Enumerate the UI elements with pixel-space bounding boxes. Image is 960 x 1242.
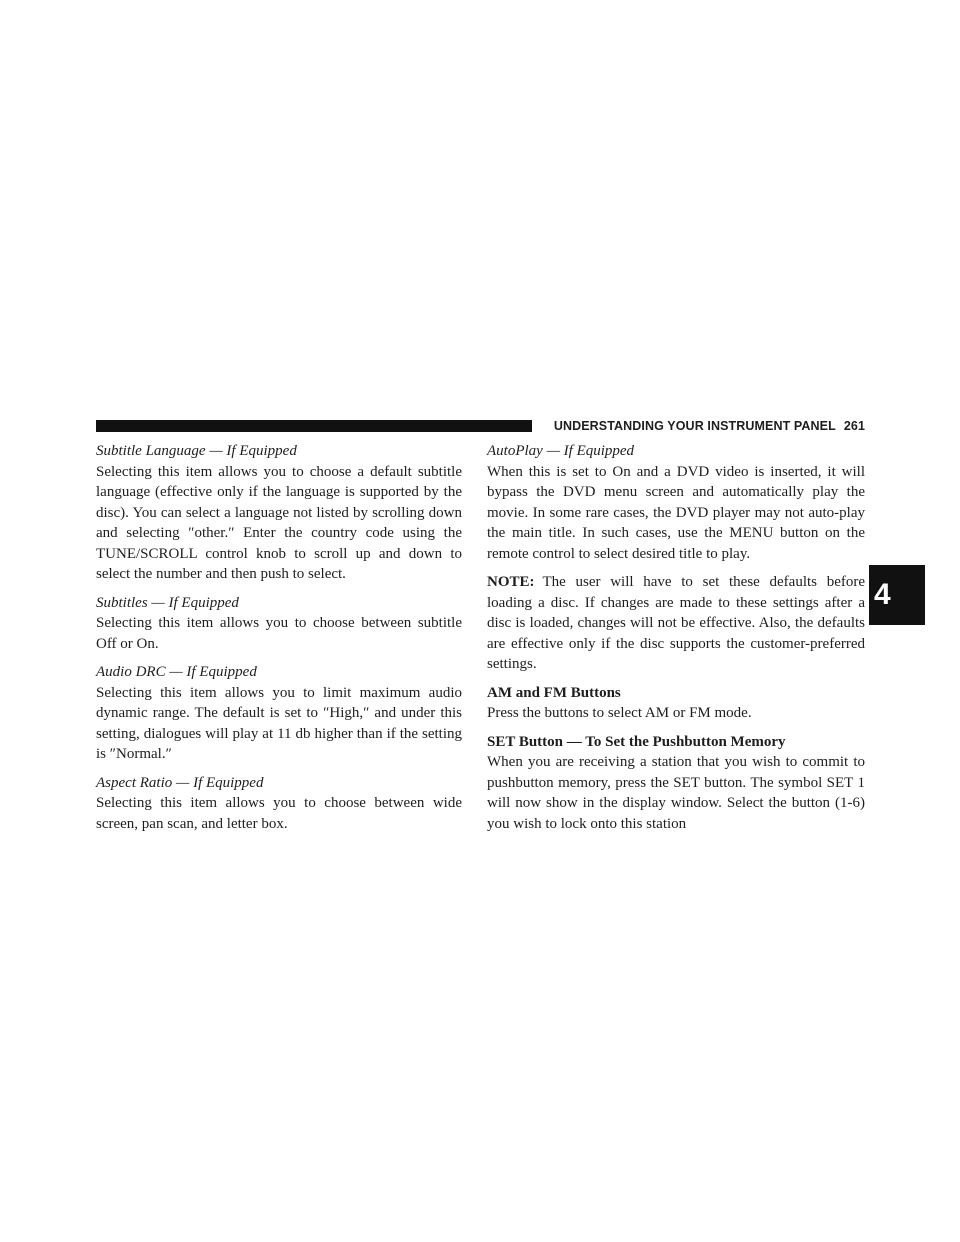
left-column	[96, 441, 462, 842]
chapter-tab: 4	[869, 565, 925, 625]
section-title: UNDERSTANDING YOUR INSTRUMENT PANEL	[553, 419, 836, 433]
set-button-body: When you are receiving a station that you wish to commit to pushbutton memory, press the SET button. The symbol SET 1 will now show in the display window. Select the button (1-6) you wish to lock onto this station	[487, 754, 865, 832]
note-label: NOTE:	[487, 574, 535, 590]
note-paragraph	[487, 572, 865, 675]
audio-drc-heading: Audio DRC — If Equipped	[96, 664, 257, 680]
am-fm-body: Press the buttons to select AM or FM mode.	[487, 705, 752, 721]
header-rule	[96, 420, 532, 432]
set-button-heading: SET Button — To Set the Pushbutton Memory	[487, 733, 786, 750]
subtitles-heading: Subtitles — If Equipped	[96, 594, 239, 611]
autoplay-body: When this is set to On and a DVD video is inserted, it will bypass the DVD menu screen and automatically play the movie. In some rare cases, the DVD player may not auto-play the main title. In such cases, use the MENU button on the remote control to select desired title to play.	[487, 463, 865, 562]
subtitles-body: Selecting this item allows you to choose between subtitle Off or On.	[96, 615, 462, 652]
subtitle-language-body: Selecting this item allows you to choose a default subtitle language (effective only if the language is supported by the disc). You can select a language not listed by scrolling down and selecting ″other.″ Enter the country code using the TUNE/SCROLL control knob to scroll up and down to select the number and then push to select.	[96, 463, 462, 582]
aspect-ratio-body: Selecting this item allows you to choose between wide screen, pan scan, and letter box.	[96, 795, 462, 832]
right-column	[487, 441, 865, 842]
page-number: 261	[843, 419, 865, 433]
autoplay-heading: AutoPlay — If Equipped	[487, 443, 635, 459]
am-fm-heading: AM and FM Buttons	[487, 684, 621, 701]
running-header	[538, 418, 865, 434]
note-body: The user will have to set these defaults before loading a disc. If changes are made to these settings after a disc is loaded, changes will not be effective. Also, the defaults are effective only if the disc supports the customer-preferred settings.	[487, 574, 865, 672]
aspect-ratio-heading: Aspect Ratio — If Equipped	[96, 774, 264, 791]
audio-drc-body: Selecting this item allows you to limit maximum audio dynamic range. The default is set to ″High,″ and under this setting, dialogues will play at 11 db higher than if the setting is ″Normal.″	[96, 684, 462, 762]
subtitle-language-heading: Subtitle Language — If Equipped	[96, 443, 297, 459]
